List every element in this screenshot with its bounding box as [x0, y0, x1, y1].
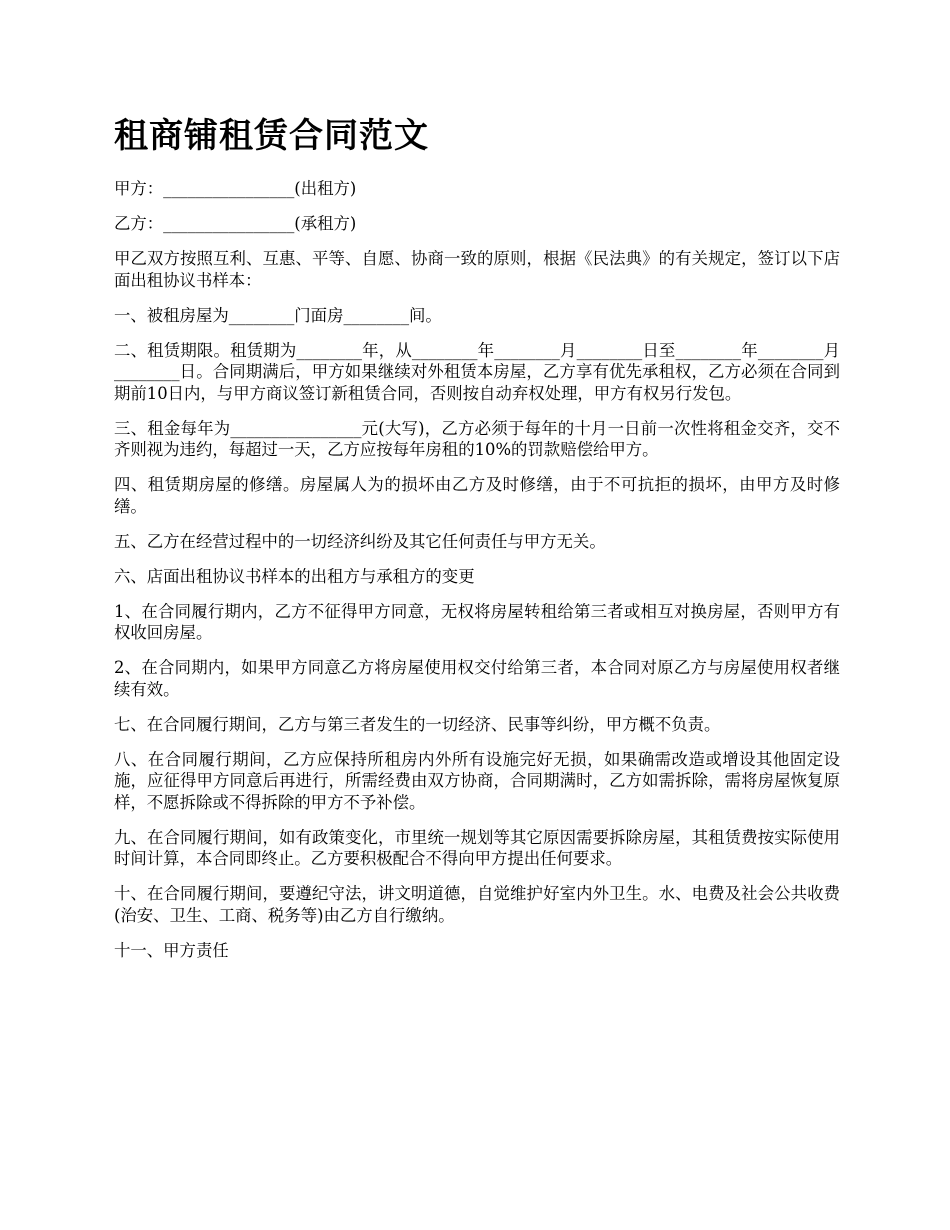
document-title: 租商铺租赁合同范文 [114, 116, 429, 156]
clause-4-repairs: 四、租赁期房屋的修缮。房屋属人为的损坏由乙方及时修缮，由于不可抗拒的损坏，由甲方及时修缮。 [114, 475, 840, 516]
clause-7-disputes: 七、在合同履行期间，乙方与第三者发生的一切经济、民事等纠纷，甲方概不负责。 [114, 714, 721, 734]
party-a-line: 甲方：________________(出租方) [114, 179, 357, 198]
preamble-paragraph: 甲乙双方按照互利、互惠、平等、自愿、协商一致的原则，根据《民法典》的有关规定，签订以下店面出租协议书样本： [114, 249, 840, 290]
clause-9-policy-change: 九、在合同履行期间，如有政策变化，市里统一规划等其它原因需要拆除房屋，其租赁费按实际使用时间计算，本合同即终止。乙方要积极配合不得向甲方提出任何要求。 [114, 827, 840, 868]
clause-11-heading: 十一、甲方责任 [114, 940, 229, 960]
clause-6-item-2: 2、在合同期内，如果甲方同意乙方将房屋使用权交付给第三者，本合同对原乙方与房屋使用权者继续有效。 [114, 658, 840, 699]
clause-10-conduct: 十、在合同履行期间，要遵纪守法，讲文明道德，自觉维护好室内外卫生。水、电费及社会公共收费(治安、卫生、工商、税务等)由乙方自行缴纳。 [114, 884, 840, 925]
clause-5-liability: 五、乙方在经营过程中的一切经济纠纷及其它任何责任与甲方无关。 [114, 531, 606, 551]
clause-6-heading: 六、店面出租协议书样本的出租方与承租方的变更 [114, 566, 475, 586]
clause-2-lease-term: 二、租赁期限。租赁期为________年，从________年________月________日至________年________月________日。合同期满后，甲方如果继续对外租赁本房屋，乙方享有优先承租权，乙方必须在合同到期前10日内，与甲方商议签订新租赁合同，否则按自动弃权处理，甲方有权另行发包。 [114, 340, 840, 403]
clause-1-premises: 一、被租房屋为________门面房________间。 [114, 305, 442, 325]
party-b-line: 乙方：________________(承租方) [114, 214, 357, 233]
clause-3-rent: 三、租金每年为________________元(大写)，乙方必须于每年的十月一日前一次性将租金交齐，交不齐则视为违约，每超过一天，乙方应按每年房租的10%的罚款赔偿给甲方。 [114, 418, 840, 459]
clause-6-item-1: 1、在合同履行期内，乙方不征得甲方同意，无权将房屋转租给第三者或相互对换房屋，否则甲方有权收回房屋。 [114, 601, 840, 642]
document-body [114, 178, 840, 975]
clause-8-facilities: 八、在合同履行期间，乙方应保持所租房内外所有设施完好无损，如果确需改造或增设其他固定设施，应征得甲方同意后再进行，所需经费由双方协商，合同期满时，乙方如需拆除，需将房屋恢复原样，不愿拆除或不得拆除的甲方不予补偿。 [114, 749, 840, 812]
